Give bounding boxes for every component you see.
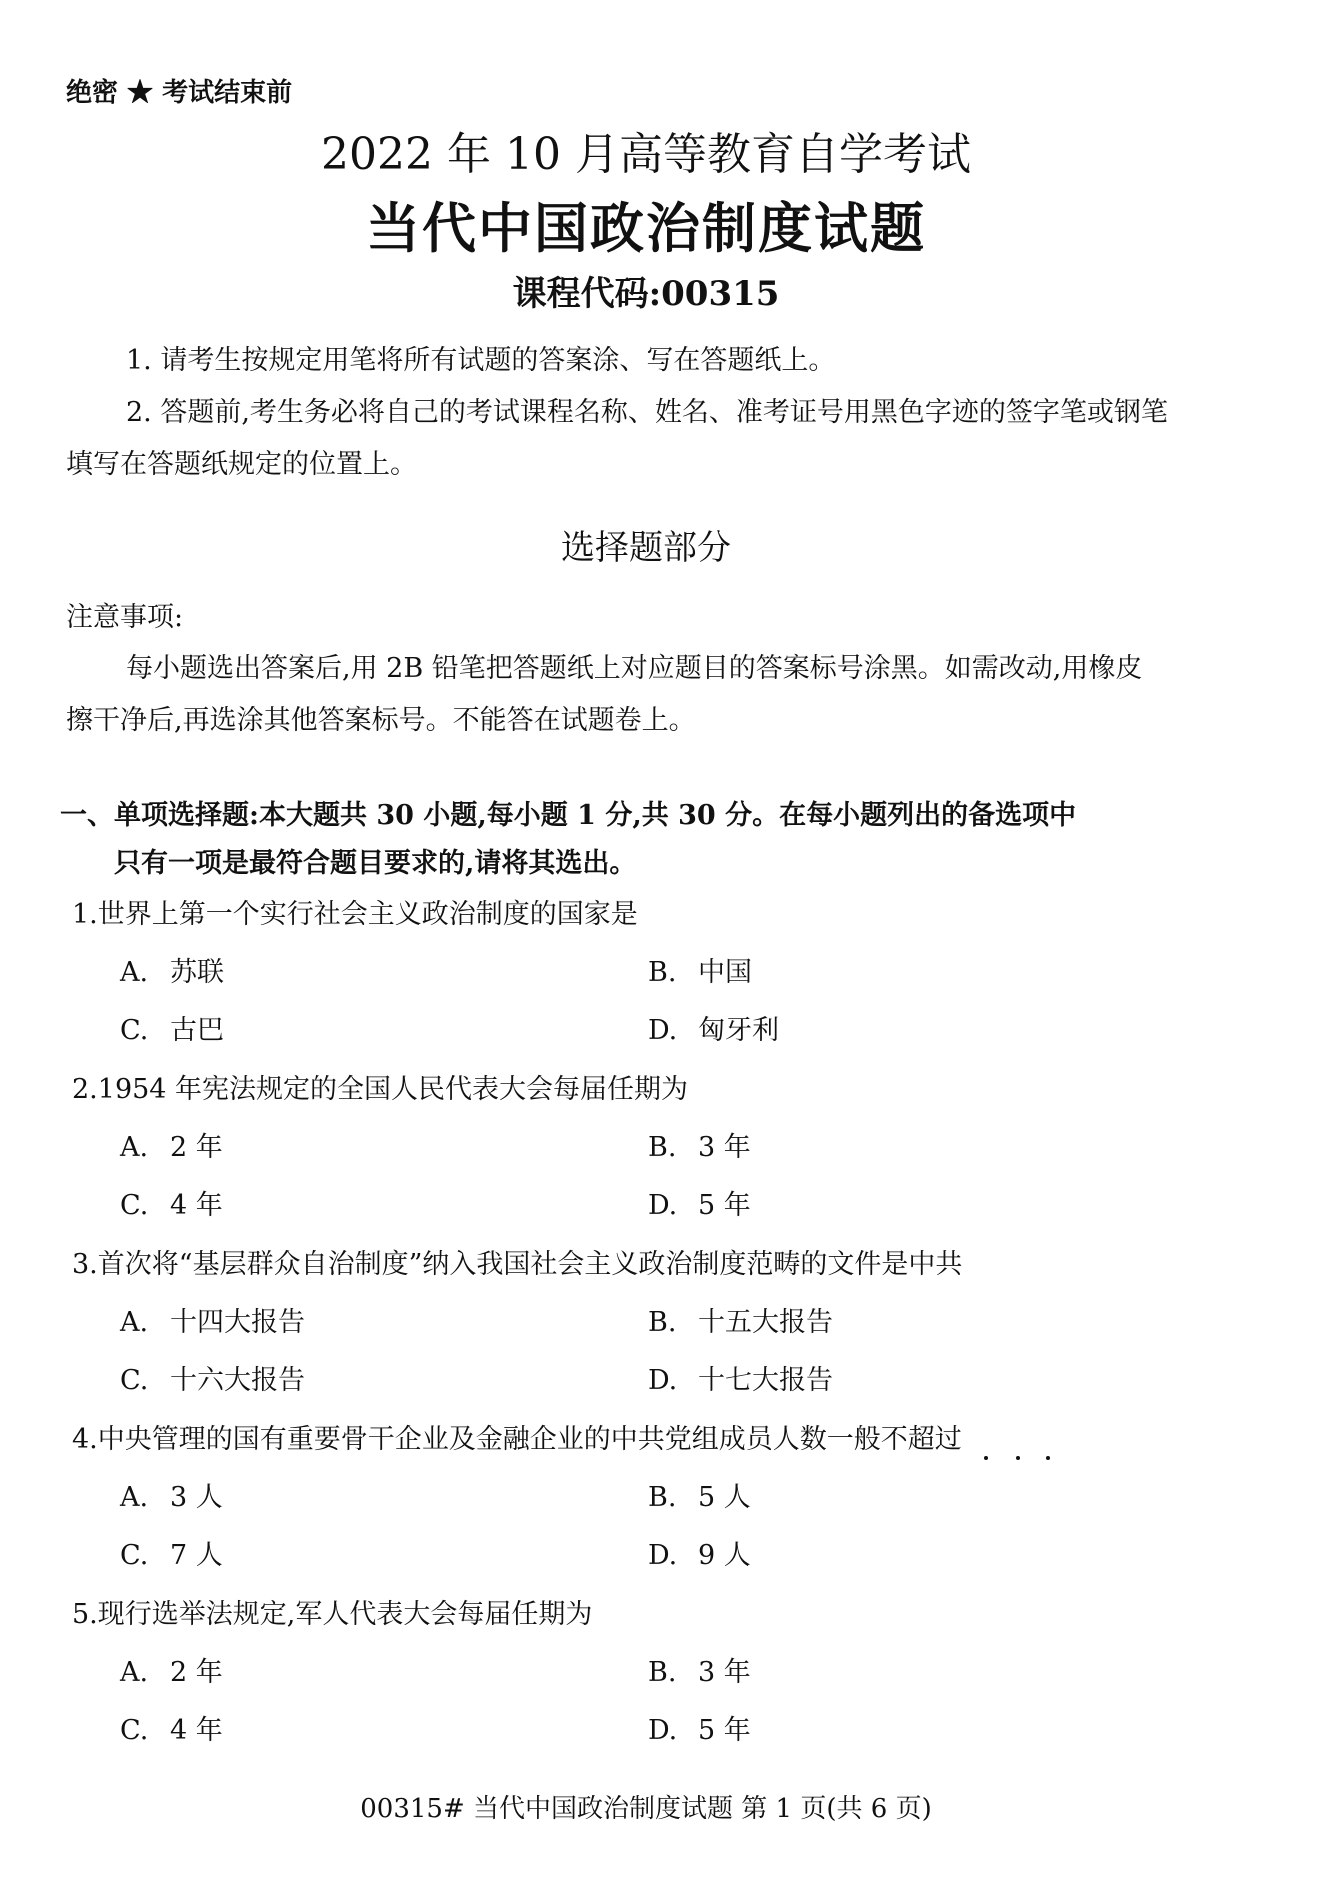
option-letter: C. <box>120 1365 149 1396</box>
option-d <box>648 1358 833 1397</box>
option-text: 9 人 <box>698 1540 751 1571</box>
option-c <box>120 1008 224 1047</box>
instruction-1: 1. 请考生按规定用笔将所有试题的答案涂、写在答题纸上。 <box>126 345 836 376</box>
option-a <box>120 1125 223 1164</box>
option-letter: A. <box>120 957 149 988</box>
instruction-2: 2. 答题前,考生务必将自己的考试课程名称、姓名、准考证号用黑色字迹的签字笔或钢笔 <box>126 397 1168 428</box>
option-letter: C. <box>120 1015 149 1046</box>
option-c <box>120 1533 223 1572</box>
option-letter: D. <box>648 1365 678 1396</box>
notes-line-1: 每小题选出答案后,用 2B 铅笔把答题纸上对应题目的答案标号涂黑。如需改动,用橡皮 <box>126 653 1143 684</box>
option-c <box>120 1708 223 1747</box>
option-letter: C. <box>120 1540 149 1571</box>
notes-label: 注意事项: <box>66 602 184 633</box>
option-text: 4 年 <box>170 1190 223 1221</box>
section-title: 选择题部分 <box>561 528 731 568</box>
question-stem: 3.首次将“基层群众自治制度”纳入我国社会主义政治制度范畴的文件是中共 <box>72 1249 963 1280</box>
course-code: 课程代码:00315 <box>512 274 780 314</box>
option-letter: B. <box>648 1307 677 1338</box>
option-a <box>120 1475 223 1514</box>
option-text: 苏联 <box>170 957 224 988</box>
option-b <box>648 1475 751 1514</box>
option-letter: D. <box>648 1715 678 1746</box>
part-heading <box>60 792 1076 888</box>
option-letter: B. <box>648 1132 677 1163</box>
option-letter: A. <box>120 1132 149 1163</box>
option-c <box>120 1183 223 1222</box>
option-text: 古巴 <box>170 1015 224 1046</box>
exam-title: 2022 年 10 月高等教育自学考试 <box>321 129 971 180</box>
question-stem: 5.现行选举法规定,军人代表大会每届任期为 <box>72 1599 593 1630</box>
option-letter: A. <box>120 1482 149 1513</box>
option-letter: B. <box>648 1482 677 1513</box>
option-letter: C. <box>120 1190 149 1221</box>
option-text: 3 年 <box>698 1657 751 1688</box>
option-a <box>120 950 224 989</box>
option-text: 2 年 <box>170 1657 223 1688</box>
option-text: 中国 <box>698 957 752 988</box>
option-text: 十七大报告 <box>698 1365 833 1396</box>
option-text: 5 年 <box>698 1190 751 1221</box>
option-text: 3 年 <box>698 1132 751 1163</box>
option-d <box>648 1533 751 1572</box>
option-b <box>648 1125 751 1164</box>
option-b <box>648 950 752 989</box>
option-text: 5 年 <box>698 1715 751 1746</box>
confidential-label: 绝密 ★ 考试结束前 <box>66 78 293 108</box>
option-text: 十五大报告 <box>698 1307 833 1338</box>
paper-title: 当代中国政治制度试题 <box>366 196 926 260</box>
part-heading-line-2: 只有一项是最符合题目要求的,请将其选出。 <box>114 848 637 879</box>
option-text: 3 人 <box>170 1482 223 1513</box>
option-c <box>120 1358 305 1397</box>
question-stem: 2.1954 年宪法规定的全国人民代表大会每届任期为 <box>72 1074 689 1105</box>
option-a <box>120 1300 305 1339</box>
option-text: 匈牙利 <box>698 1015 779 1046</box>
page-footer: 00315# 当代中国政治制度试题 第 1 页(共 6 页) <box>360 1794 932 1824</box>
option-d <box>648 1183 751 1222</box>
option-text: 十四大报告 <box>170 1307 305 1338</box>
instruction-2-cont: 填写在答题纸规定的位置上。 <box>66 449 417 480</box>
option-b <box>648 1300 833 1339</box>
part-heading-line-1: 一、单项选择题:本大题共 30 小题,每小题 1 分,共 30 分。在每小题列出的备选项中 <box>60 800 1077 831</box>
option-letter: D. <box>648 1540 678 1571</box>
option-text: 7 人 <box>170 1540 223 1571</box>
option-text: 2 年 <box>170 1132 223 1163</box>
option-text: 5 人 <box>698 1482 751 1513</box>
notes-line-2: 擦干净后,再选涂其他答案标号。不能答在试题卷上。 <box>66 705 696 736</box>
option-letter: A. <box>120 1307 149 1338</box>
option-d <box>648 1708 751 1747</box>
option-letter: B. <box>648 957 677 988</box>
option-a <box>120 1650 223 1689</box>
option-b <box>648 1650 751 1689</box>
option-letter: C. <box>120 1715 149 1746</box>
question-stem: 4.中央管理的国有重要骨干企业及金融企业的中共党组成员人数一般不超过 <box>72 1424 962 1455</box>
question-stem: 1.世界上第一个实行社会主义政治制度的国家是 <box>72 899 638 930</box>
emphasis-dots <box>978 1456 1058 1464</box>
option-letter: B. <box>648 1657 677 1688</box>
option-letter: D. <box>648 1190 678 1221</box>
option-text: 十六大报告 <box>170 1365 305 1396</box>
option-letter: A. <box>120 1657 149 1688</box>
option-letter: D. <box>648 1015 678 1046</box>
option-text: 4 年 <box>170 1715 223 1746</box>
option-d <box>648 1008 779 1047</box>
